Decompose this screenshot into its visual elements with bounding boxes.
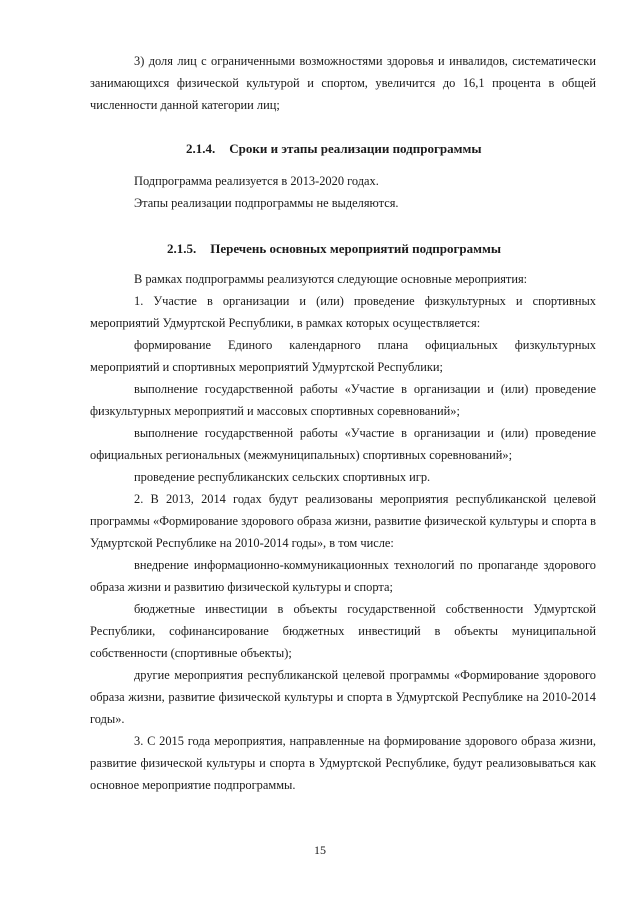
paragraph-item-2: 2. В 2013, 2014 годах будут реализованы мероприятия республиканской целевой программы «Формирование здорового образа жизни, развитие физической культуры и спорта в Удмуртской Республике на 2010-2014 годы», в том числе: [90, 492, 596, 550]
section-number: 2.1.5. [167, 241, 197, 256]
page-content [90, 50, 596, 796]
paragraph-item-2-c: другие мероприятия республиканской целевой программы «Формирование здорового образа жизни, развитие физической культуры и спорта в Удмуртской Республике на 2010-2014 годы». [90, 668, 596, 726]
paragraph-item-2-b: бюджетные инвестиции в объекты государственной собственности Удмуртской Республики, софинансирование бюджетных инвестиций в объекты муниципальной собственности (спортивные объекты); [90, 602, 596, 660]
paragraph-item-1-b: выполнение государственной работы «Участие в организации и (или) проведение физкультурных мероприятий и массовых спортивных соревнований»; [90, 382, 596, 418]
section-title: Перечень основных мероприятий подпрограммы [210, 241, 501, 256]
paragraph-stages: Этапы реализации подпрограммы не выделяются. [134, 196, 399, 210]
section-title: Сроки и этапы реализации подпрограммы [229, 141, 482, 156]
section-heading-2-1-5 [90, 238, 596, 260]
paragraph-intro: В рамках подпрограммы реализуются следующие основные мероприятия: [134, 272, 528, 286]
section-number: 2.1.4. [186, 141, 216, 156]
page-number: 15 [314, 843, 326, 857]
paragraph-timeline: Подпрограмма реализуется в 2013-2020 годах. [134, 174, 379, 188]
paragraph-item-1-a: формирование Единого календарного плана официальных физкультурных мероприятий и спортивных мероприятий Удмуртской Республики; [90, 338, 596, 374]
paragraph-item-1-c: выполнение государственной работы «Участие в организации и (или) проведение официальных региональных (межмуниципальных) спортивных соревнований»; [90, 426, 596, 462]
paragraph-item-2-a: внедрение информационно-коммуникационных технологий по пропаганде здорового образа жизни и развитию физической культуры и спорта; [90, 558, 596, 594]
section-heading-2-1-4 [90, 138, 596, 160]
paragraph-disabled-share: 3) доля лиц с ограниченными возможностями здоровья и инвалидов, систематически занимающихся физической культурой и спортом, увеличится до 16,1 процента в общей численности данной категории лиц; [90, 54, 596, 112]
paragraph-item-3: 3. С 2015 года мероприятия, направленные на формирование здорового образа жизни, развитие физической культуры и спорта в Удмуртской Республике, будут реализовываться как основное мероприятие подпрограммы. [90, 734, 596, 792]
paragraph-item-1: 1. Участие в организации и (или) проведение физкультурных и спортивных мероприятий Удмуртской Республики, в рамках которых осуществляется: [90, 294, 596, 330]
paragraph-item-1-d: проведение республиканских сельских спортивных игр. [134, 470, 431, 484]
